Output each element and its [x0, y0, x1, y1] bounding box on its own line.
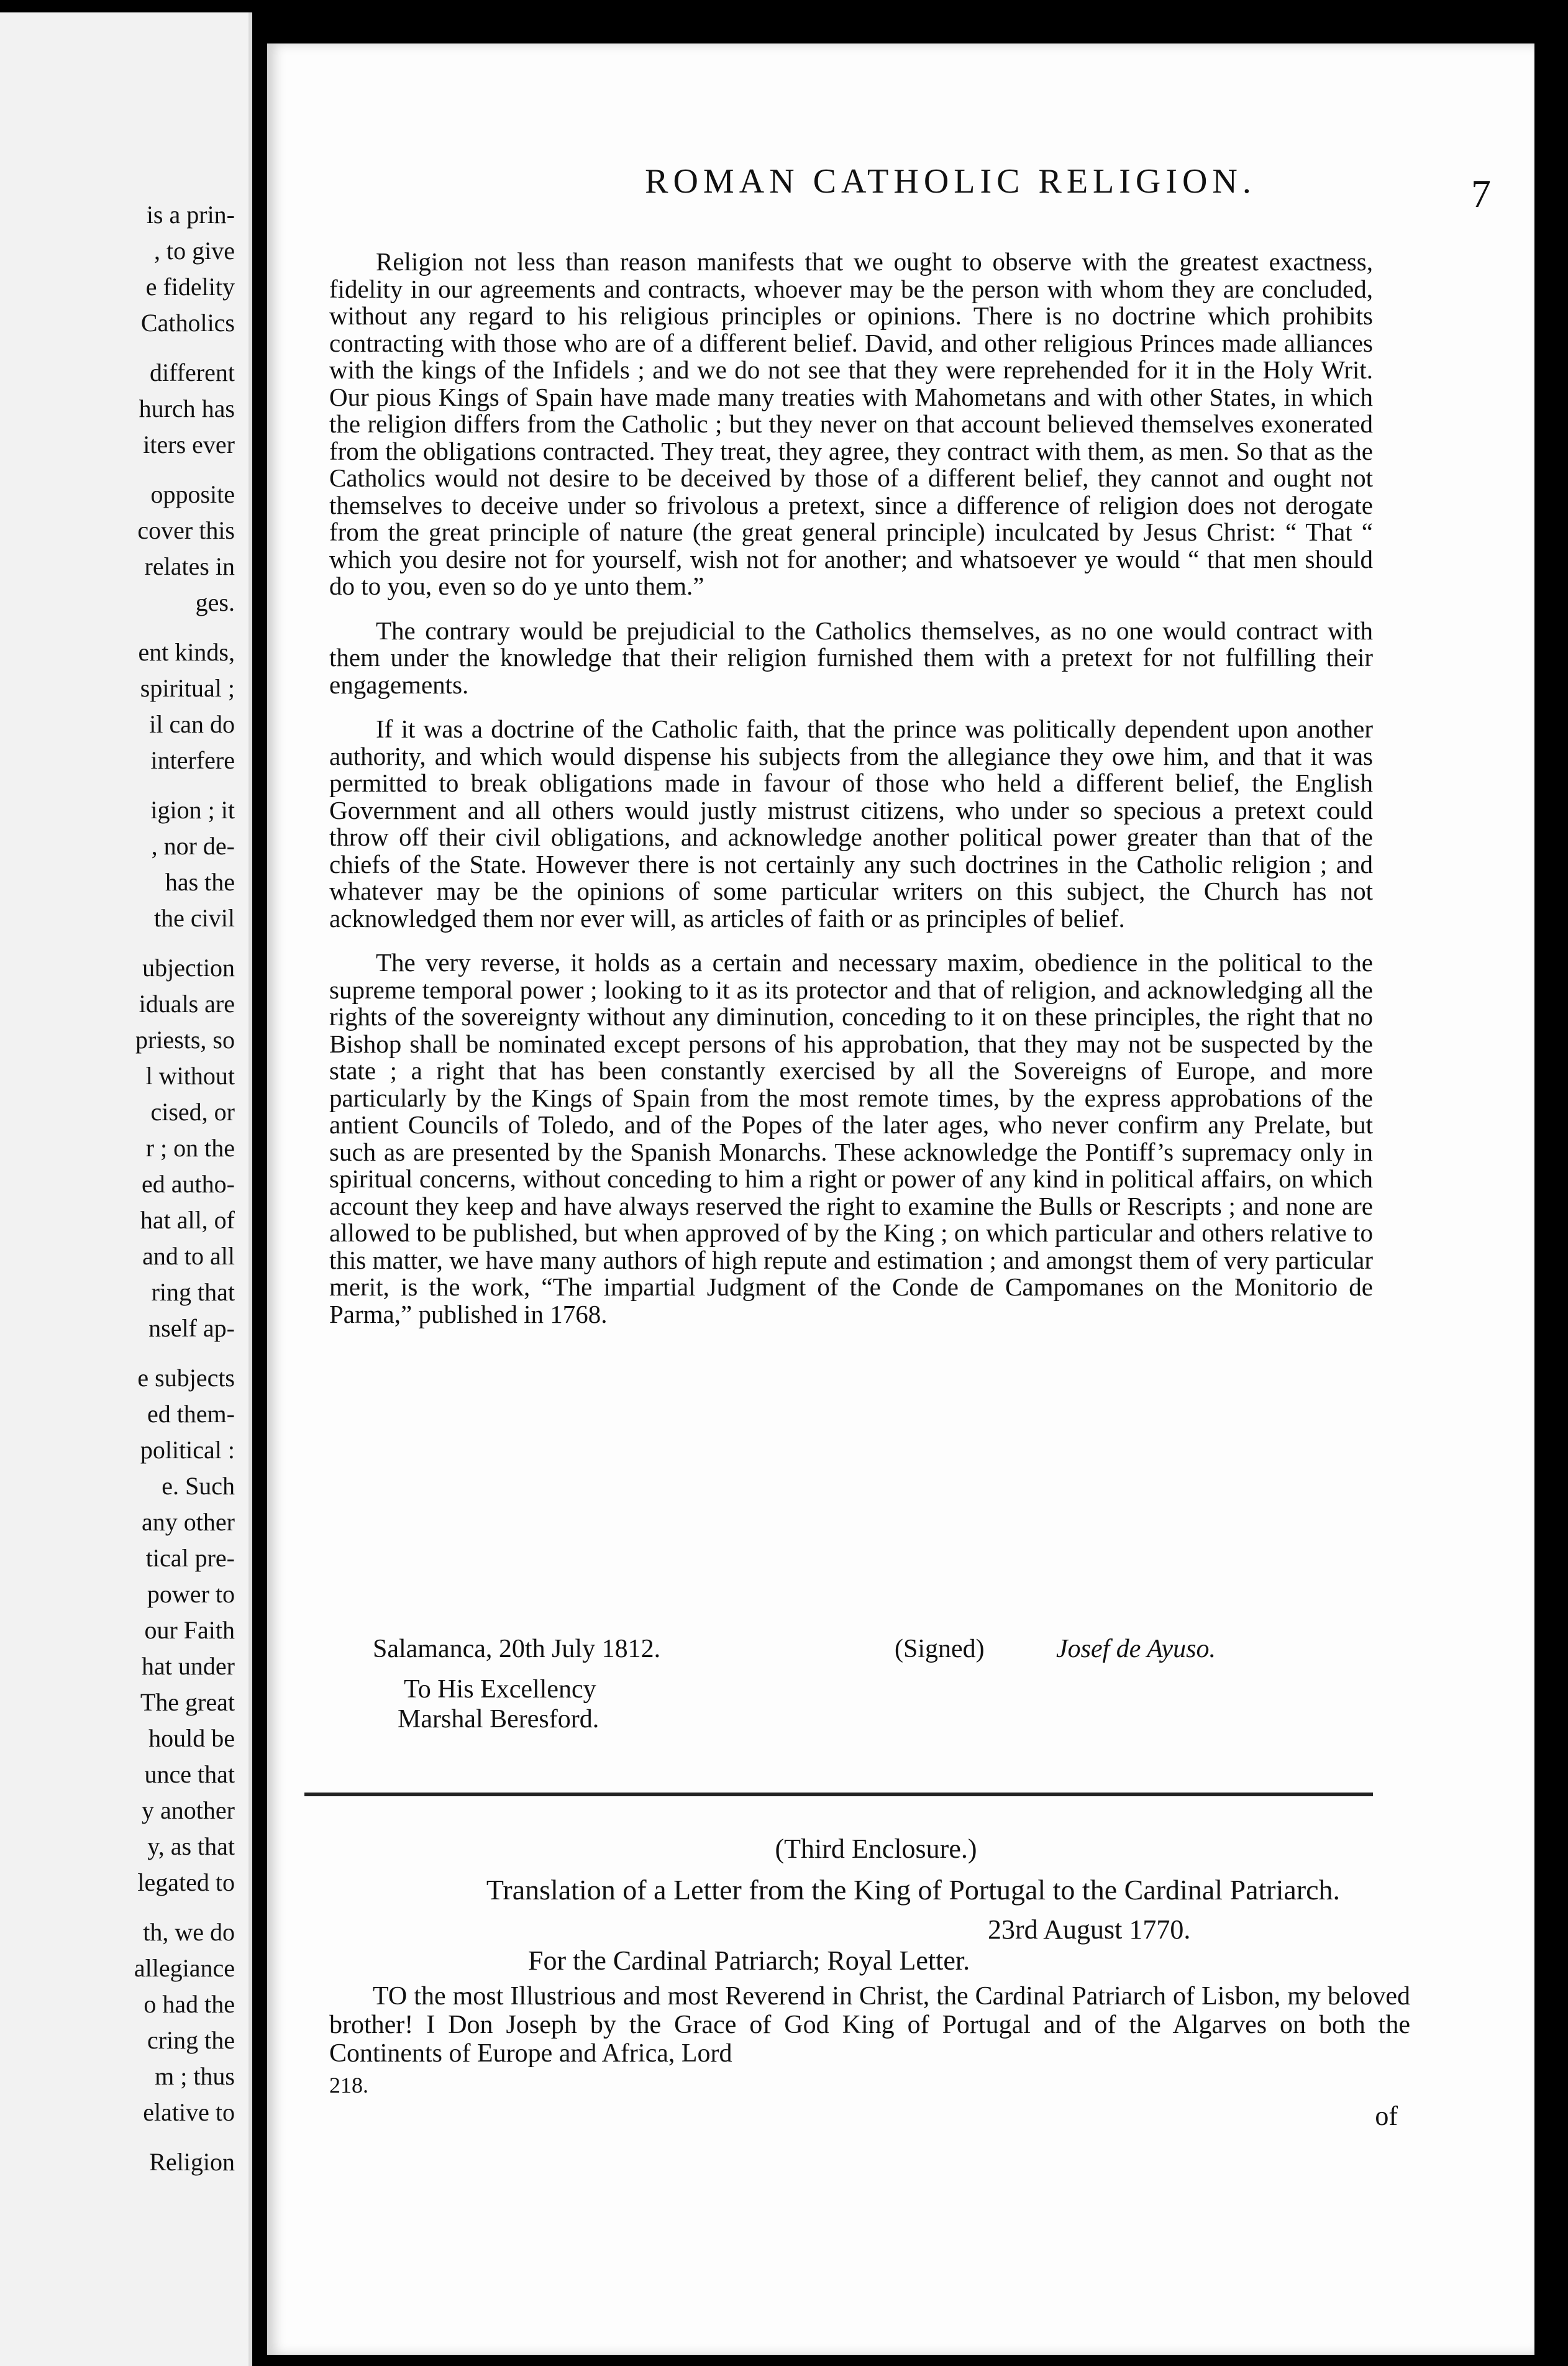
- page-number: 7: [1471, 171, 1491, 216]
- facing-page-line: tical pre-: [145, 1544, 235, 1572]
- letter-body: [329, 249, 1373, 1328]
- facing-page-line: The great: [140, 1688, 235, 1716]
- signatory-name: Josef de Ayuso.: [1056, 1635, 1216, 1663]
- facing-page-line: cover this: [137, 516, 235, 544]
- facing-page-line: r ; on the: [145, 1134, 235, 1162]
- facing-page-line: y, as that: [147, 1832, 235, 1860]
- paragraph: If it was a doctrine of the Catholic faith, that the prince was politically dependent upon another authority, and which would dispense his subjects from the allegiance they owe him, and that it was permitted to break obligations made in favour of those who held a different belief, the English Government and all others would justly mistrust citizens, who under so specious a pretext could throw off their civil obligations, and acknowledge another political power greater than that of the chiefs of the State. However there is not certainly any such doctrines in the Catholic religion ; and whatever may be the opinions of some particular writers on this subject, the Church has not acknowledged them nor ever will, as articles of faith or as principles of belief.: [329, 715, 1373, 933]
- facing-page-line: e. Such: [162, 1472, 235, 1500]
- facing-page-line: y another: [142, 1796, 235, 1824]
- facing-page-line: , nor de-: [151, 832, 235, 860]
- facing-page-line: political :: [140, 1436, 235, 1464]
- addressee-line: Marshal Beresford.: [398, 1705, 599, 1733]
- facing-page-line: , to give: [154, 237, 235, 265]
- facing-page-line: hurch has: [139, 395, 235, 422]
- facing-page-line: nself ap-: [148, 1314, 235, 1342]
- facing-page-line: allegiance: [134, 1954, 235, 1982]
- facing-page-line: ed autho-: [142, 1170, 235, 1198]
- facing-page-line: is a prin-: [146, 201, 235, 229]
- facing-page-line: igion ; it: [150, 796, 235, 824]
- facing-page-line: our Faith: [144, 1616, 235, 1644]
- facing-page-line: different: [150, 359, 235, 386]
- facing-page-line: cised, or: [150, 1098, 235, 1126]
- facing-page-line: hould be: [148, 1724, 235, 1752]
- facing-page-line: and to all: [142, 1242, 235, 1270]
- facing-page-line: has the: [165, 868, 235, 896]
- enclosure-heading: (Third Enclosure.): [775, 1834, 977, 1864]
- paragraph: The contrary would be prejudicial to the Catholics themselves, as no one would contract with them under the knowledge that their religion furnished them with a pretext for not fulfilling their engagements.: [329, 616, 1373, 699]
- section-divider: [304, 1793, 1373, 1796]
- facing-page-fragment: [0, 12, 252, 2366]
- book-page: [267, 43, 1534, 2355]
- facing-page-line: cring the: [147, 2026, 235, 2054]
- running-title: ROMAN CATHOLIC RELIGION.: [645, 162, 1256, 201]
- signed-label: (Signed): [895, 1635, 985, 1663]
- facing-page-line: il can do: [149, 710, 235, 738]
- facing-page-line: e subjects: [137, 1364, 235, 1392]
- facing-page-line: any other: [142, 1508, 235, 1536]
- letter-subtitle: For the Cardinal Patriarch; Royal Letter.: [528, 1945, 970, 1976]
- addressee-line: To His Excellency: [404, 1675, 596, 1704]
- signature-place-date: Salamanca, 20th July 1812.: [373, 1635, 661, 1663]
- facing-page-line: m ; thus: [155, 2062, 235, 2090]
- facing-page-line: l without: [145, 1062, 235, 1090]
- facing-page-line: ed them-: [147, 1400, 235, 1428]
- paragraph: TO the most Illustrious and most Reverend in Christ, the Cardinal Patriarch of Lisbon, my beloved brother! I Don Joseph by the Grace of God King of Portugal and of the Algarves on both the Continents of Europe and Africa, Lord: [329, 1982, 1410, 2068]
- translation-title: Translation of a Letter from the King of Portugal to the Cardinal Patriarch.: [486, 1874, 1341, 1906]
- facing-page-line: ring that: [151, 1278, 235, 1306]
- facing-page-line: e fidelity: [145, 273, 235, 301]
- paragraph: The very reverse, it holds as a certain and necessary maxim, obedience in the political to the supreme temporal power ; looking to it as its protector and that of religion, and acknowledging all the rights of the sovereignty without any diminution, conceding to it on these principles, the right that no Bishop shall be nominated except persons of his approbation, that they may not be suspected by the state ; a right that has been constantly exercised by all the Sovereigns of Europe, and more particularly by the Kings of Spain from the most remote times, by the express approbations of the antient Councils of Toledo, and of the Popes of the later ages, who never confirm any Prelate, but such as are presented by the Spanish Monarchs. These acknowledge the Pontiff’s supremacy only in spiritual concerns, without conceding to him a right or power of any kind in political affairs, on which account they keep and have always reserved the right to examine the Bulls or Rescripts ; and none are allowed to be published, but when approved of by the King ; on which particular and others relative to this matter, we have many authors of high repute and estimation ; and amongst them of very particular merit, is the work, “The impartial Judgment of the Conde de Campomanes on the Monitorio de Parma,” published in 1768.: [329, 948, 1373, 1328]
- facing-page-line: o had the: [144, 1990, 235, 2018]
- facing-page-line: the civil: [154, 904, 235, 932]
- facing-page-line: legated to: [137, 1868, 235, 1896]
- signature-line: [373, 1634, 1367, 1671]
- facing-page-line: ent kinds,: [138, 638, 235, 666]
- addressee: [398, 1674, 599, 1734]
- facing-page-line: spiritual ;: [140, 674, 235, 702]
- facing-page-line: hat all, of: [140, 1206, 235, 1234]
- facing-page-line: th, we do: [143, 1918, 235, 1946]
- facing-page-line: unce that: [144, 1760, 235, 1788]
- paragraph: Religion not less than reason manifests that we ought to observe with the greatest exactness, fidelity in our agreements and contracts, whoever may be the person with whom they are concluded, without any regard to his religious principles or opinions. There is no doctrine which prohibits contracting with those who are of a different belief. David, and other religious Princes made alliances with the kings of the Infidels ; and we do not see that they were reprehended for it in the Holy Writ. Our pious Kings of Spain have made many treaties with Mahometans and with other States, in which the religion differs from the Catholic ; but they never on that account believed themselves exonerated from the obligations contracted. They treat, they agree, they contract with them, as men. So that as the Catholics would not desire to be deceived by those of a different belief, they cannot and ought not themselves to deceive under so frivolous a pretext, since a difference of religion does not derogate from the great principle of nature (the great general principle) inculcated by Jesus Christ: “ That “ which you desire not for yourself, wish not for another; and whatsoever ye would “ that men should do to you, even so do ye unto them.”: [329, 247, 1373, 600]
- letter-date: 23rd August 1770.: [988, 1914, 1191, 1945]
- facing-page-line: relates in: [144, 552, 235, 580]
- facing-page-line: iduals are: [139, 990, 235, 1018]
- facing-page-line: elative to: [143, 2098, 235, 2126]
- facing-page-line: Religion: [149, 2148, 235, 2176]
- facing-page-line: ges.: [195, 588, 235, 616]
- facing-page-line: power to: [147, 1580, 235, 1608]
- facing-page-line: ubjection: [142, 954, 235, 982]
- facing-page-line: hat under: [142, 1652, 235, 1680]
- catchword: of: [1375, 2101, 1398, 2131]
- facing-page-line: priests, so: [135, 1026, 235, 1054]
- sheet-signature-number: 218.: [329, 2073, 368, 2098]
- enclosure-body: [329, 1982, 1410, 2068]
- facing-page-line: interfere: [150, 746, 235, 774]
- facing-page-line: Catholics: [140, 309, 235, 337]
- facing-page-line: iters ever: [143, 431, 235, 459]
- facing-page-line: opposite: [150, 480, 235, 508]
